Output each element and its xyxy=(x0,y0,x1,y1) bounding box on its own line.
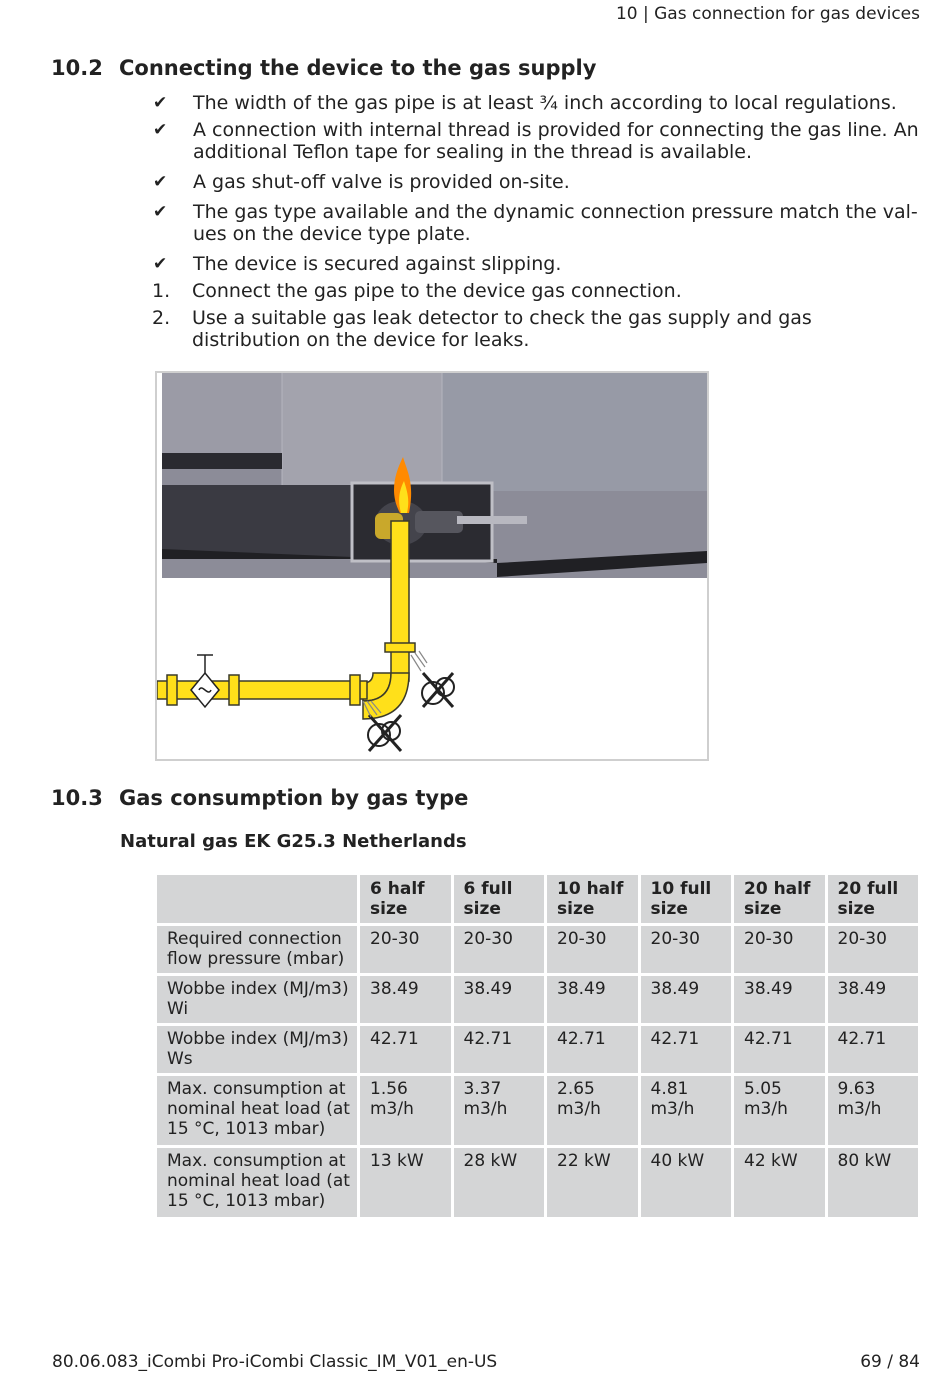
list-item xyxy=(152,201,922,245)
list-item-text: The width of the gas pipe is at least ¾ inch according to local regulations. xyxy=(193,92,897,114)
pipe-flange xyxy=(350,675,360,705)
list-item-text: The device is secured against slipping. xyxy=(193,253,562,275)
housing-panel-right xyxy=(442,373,707,491)
section-heading-10-2 xyxy=(51,56,596,80)
step-number: 2. xyxy=(152,307,171,329)
table-cell: 20-30 xyxy=(828,926,919,973)
pipe-flange xyxy=(229,675,239,705)
table-cell: 40 kW xyxy=(641,1148,732,1217)
table-cell: 38.49 xyxy=(641,976,732,1023)
table-cell: 38.49 xyxy=(547,976,638,1023)
gas-type-subtitle: Natural gas EK G25.3 Netherlands xyxy=(120,831,467,852)
connector-fitting xyxy=(415,511,463,533)
list-item xyxy=(152,119,922,163)
table-cell: 42.71 xyxy=(547,1026,638,1073)
running-header: 10 | Gas connection for gas devices xyxy=(615,4,920,24)
table-header-cell: 10 half size xyxy=(547,875,638,923)
gas-consumption-table xyxy=(154,872,921,1220)
list-item-text: Use a suitable gas leak detector to check the gas supply and gas distribution on the device for leaks. xyxy=(192,307,812,351)
table-cell: 42.71 xyxy=(734,1026,825,1073)
table-cell: 42.71 xyxy=(641,1026,732,1073)
checkmark-icon: ✔ xyxy=(153,172,168,192)
table-cell: 20-30 xyxy=(360,926,451,973)
table-header-cell: 20 half size xyxy=(734,875,825,923)
list-item-text: A connection with internal thread is provided for connecting the gas line. An additional Teflon tape for sealing in the thread is available. xyxy=(193,119,919,163)
row-label: Max. consumption at nominal heat load (at 15 °C, 1013 mbar) xyxy=(157,1148,357,1217)
table-cell: 20-30 xyxy=(454,926,545,973)
horizontal-gas-pipe xyxy=(157,681,367,699)
table-cell: 42.71 xyxy=(828,1026,919,1073)
table-header-cell xyxy=(157,875,357,923)
table-cell: 80 kW xyxy=(828,1148,919,1217)
list-item xyxy=(152,280,922,302)
pipe-flange xyxy=(167,675,177,705)
row-label: Wobbe index (MJ/m3) Wi xyxy=(157,976,357,1023)
checkmark-icon: ✔ xyxy=(153,254,168,274)
table-cell: 38.49 xyxy=(734,976,825,1023)
step-number: 1. xyxy=(152,280,171,302)
row-label: Wobbe index (MJ/m3) Ws xyxy=(157,1026,357,1073)
table-cell: 38.49 xyxy=(454,976,545,1023)
table-cell: 9.63 m3/h xyxy=(828,1076,919,1145)
table-cell: 3.37 m3/h xyxy=(454,1076,545,1145)
table-row xyxy=(157,926,918,973)
table-cell: 1.56 m3/h xyxy=(360,1076,451,1145)
base-strip xyxy=(162,453,282,469)
table-cell: 5.05 m3/h xyxy=(734,1076,825,1145)
table-header-cell: 20 full size xyxy=(828,875,919,923)
checkmark-icon: ✔ xyxy=(153,202,168,222)
table-row xyxy=(157,1026,918,1073)
row-label: Max. consumption at nominal heat load (at 15 °C, 1013 mbar) xyxy=(157,1076,357,1145)
list-item xyxy=(152,92,922,114)
document-id: 80.06.083_iCombi Pro-iCombi Classic_IM_V01_en-US xyxy=(52,1352,498,1372)
table-cell: 4.81 m3/h xyxy=(641,1076,732,1145)
table-cell: 42 kW xyxy=(734,1148,825,1217)
table-cell: 20-30 xyxy=(641,926,732,973)
table-cell: 42.71 xyxy=(360,1026,451,1073)
pipe-flange xyxy=(385,643,415,652)
gas-connection-drawing xyxy=(157,373,707,759)
table-row xyxy=(157,1076,918,1145)
table-header-cell: 10 full size xyxy=(641,875,732,923)
section-title: Gas consumption by gas type xyxy=(119,786,469,810)
requirements-and-steps-list xyxy=(152,92,922,359)
gas-connection-illustration xyxy=(155,371,709,761)
table-header-row xyxy=(157,875,918,923)
checkmark-icon: ✔ xyxy=(153,93,168,113)
table-cell: 20-30 xyxy=(547,926,638,973)
list-item-text: The gas type available and the dynamic connection pressure match the val-ues on the device type plate. xyxy=(193,201,918,245)
table-header-cell: 6 half size xyxy=(360,875,451,923)
row-label: Required connection flow pressure (mbar) xyxy=(157,926,357,973)
list-item-text: A gas shut-off valve is provided on-site. xyxy=(193,171,570,193)
table-row xyxy=(157,976,918,1023)
housing-panel-middle xyxy=(282,373,442,485)
table-cell: 28 kW xyxy=(454,1148,545,1217)
table-cell: 20-30 xyxy=(734,926,825,973)
housing-panel-left xyxy=(162,373,282,453)
table-cell: 2.65 m3/h xyxy=(547,1076,638,1145)
list-item xyxy=(152,253,922,275)
connector-rod xyxy=(457,516,527,524)
table-cell: 13 kW xyxy=(360,1148,451,1217)
vertical-gas-pipe xyxy=(391,521,409,681)
list-item xyxy=(152,171,922,193)
checkmark-icon: ✔ xyxy=(153,120,168,140)
list-item-text: Connect the gas pipe to the device gas connection. xyxy=(192,280,682,302)
page-number: 69 / 84 xyxy=(860,1352,920,1372)
list-item xyxy=(152,307,922,351)
table-cell: 22 kW xyxy=(547,1148,638,1217)
table-cell: 42.71 xyxy=(454,1026,545,1073)
table-row xyxy=(157,1148,918,1217)
section-heading-10-3 xyxy=(51,786,468,810)
table-cell: 38.49 xyxy=(828,976,919,1023)
table-cell: 38.49 xyxy=(360,976,451,1023)
table-header-cell: 6 full size xyxy=(454,875,545,923)
section-number: 10.3 xyxy=(51,786,103,810)
section-number: 10.2 xyxy=(51,56,103,80)
section-title: Connecting the device to the gas supply xyxy=(119,56,597,80)
base-shadow xyxy=(162,485,352,559)
